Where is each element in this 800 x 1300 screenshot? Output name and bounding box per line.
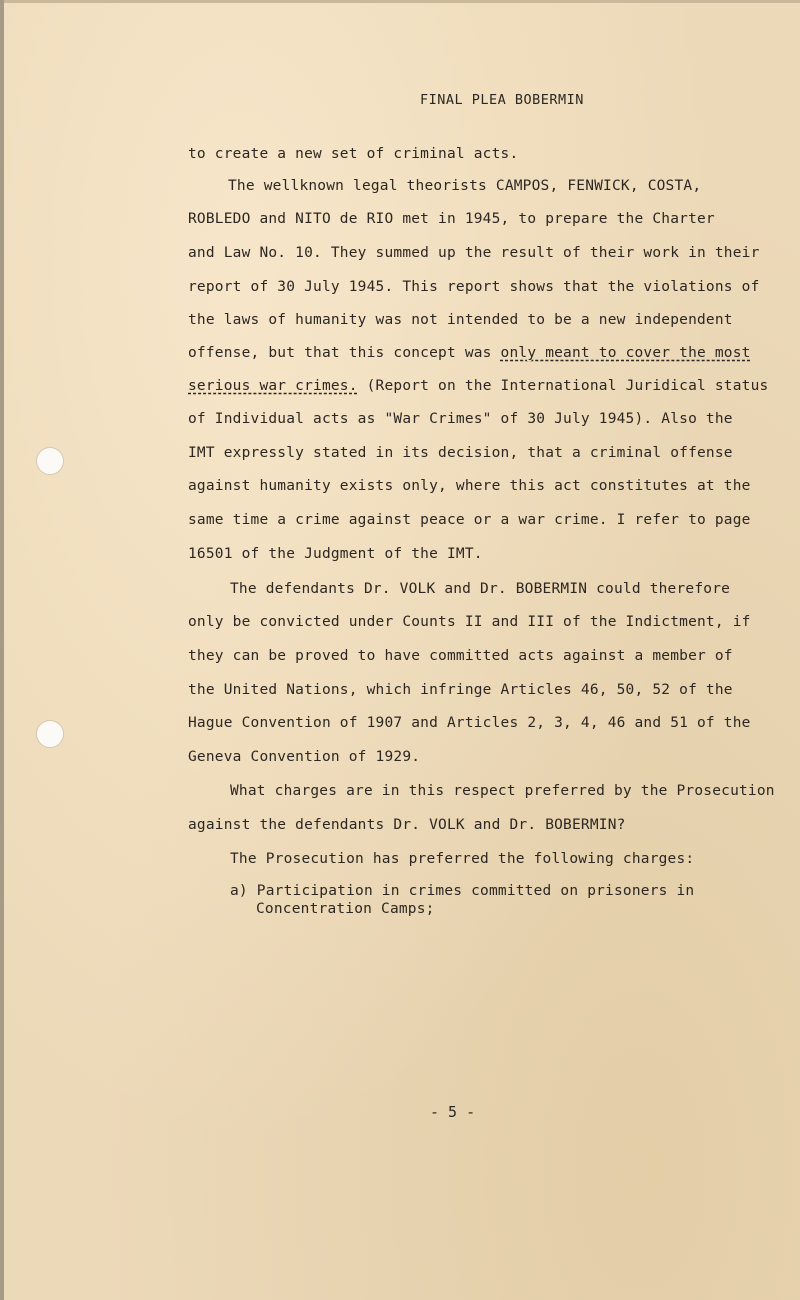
text-line-with-emphasis xyxy=(188,344,751,362)
underlined-phrase: serious war crimes. xyxy=(188,378,358,394)
text-line: the United Nations, which infringe Articles 46, 50, 52 of the xyxy=(188,682,733,698)
text-segment: offense, but that this concept was xyxy=(188,345,501,361)
page-top-edge xyxy=(0,0,800,3)
text-line: The defendants Dr. VOLK and Dr. BOBERMIN could therefore xyxy=(230,581,731,597)
text-line-with-emphasis xyxy=(188,377,768,395)
text-line: to create a new set of criminal acts. xyxy=(188,146,519,162)
text-line: Geneva Convention of 1929. xyxy=(188,749,421,765)
text-line: and Law No. 10. They summed up the result of their work in their xyxy=(188,245,760,261)
text-line: only be convicted under Counts II and III of the Indictment, if xyxy=(188,614,751,630)
text-line: against the defendants Dr. VOLK and Dr. BOBERMIN? xyxy=(188,817,626,833)
text-line: same time a crime against peace or a war crime. I refer to page xyxy=(188,512,751,528)
page-header: FINAL PLEA BOBERMIN xyxy=(420,92,584,108)
text-line: they can be proved to have committed acts against a member of xyxy=(188,648,733,664)
list-item-a: a) Participation in crimes committed on prisoners in xyxy=(230,883,695,899)
text-line: What charges are in this respect preferred by the Prosecution xyxy=(230,783,775,799)
punch-hole-bottom xyxy=(36,720,64,748)
text-segment: (Report on the International Juridical status xyxy=(357,378,769,394)
page-left-edge xyxy=(0,0,4,1300)
text-line: The wellknown legal theorists CAMPOS, FENWICK, COSTA, xyxy=(228,178,702,194)
punch-hole-top xyxy=(36,447,64,475)
text-line: The Prosecution has preferred the following charges: xyxy=(230,851,695,867)
text-line: Hague Convention of 1907 and Articles 2, 3, 4, 46 and 51 of the xyxy=(188,715,751,731)
underlined-phrase: only meant to cover the most xyxy=(500,345,751,361)
list-item-a-continuation: Concentration Camps; xyxy=(256,901,435,917)
text-line: report of 30 July 1945. This report shows that the violations of xyxy=(188,279,760,295)
text-line: IMT expressly stated in its decision, that a criminal offense xyxy=(188,445,733,461)
text-line: the laws of humanity was not intended to be a new independent xyxy=(188,312,733,328)
text-line: ROBLEDO and NITO de RIO met in 1945, to prepare the Charter xyxy=(188,211,715,227)
page-number: - 5 - xyxy=(430,1103,476,1121)
text-line: against humanity exists only, where this act constitutes at the xyxy=(188,478,751,494)
text-line: 16501 of the Judgment of the IMT. xyxy=(188,546,483,562)
text-line: of Individual acts as "War Crimes" of 30 July 1945). Also the xyxy=(188,411,733,427)
